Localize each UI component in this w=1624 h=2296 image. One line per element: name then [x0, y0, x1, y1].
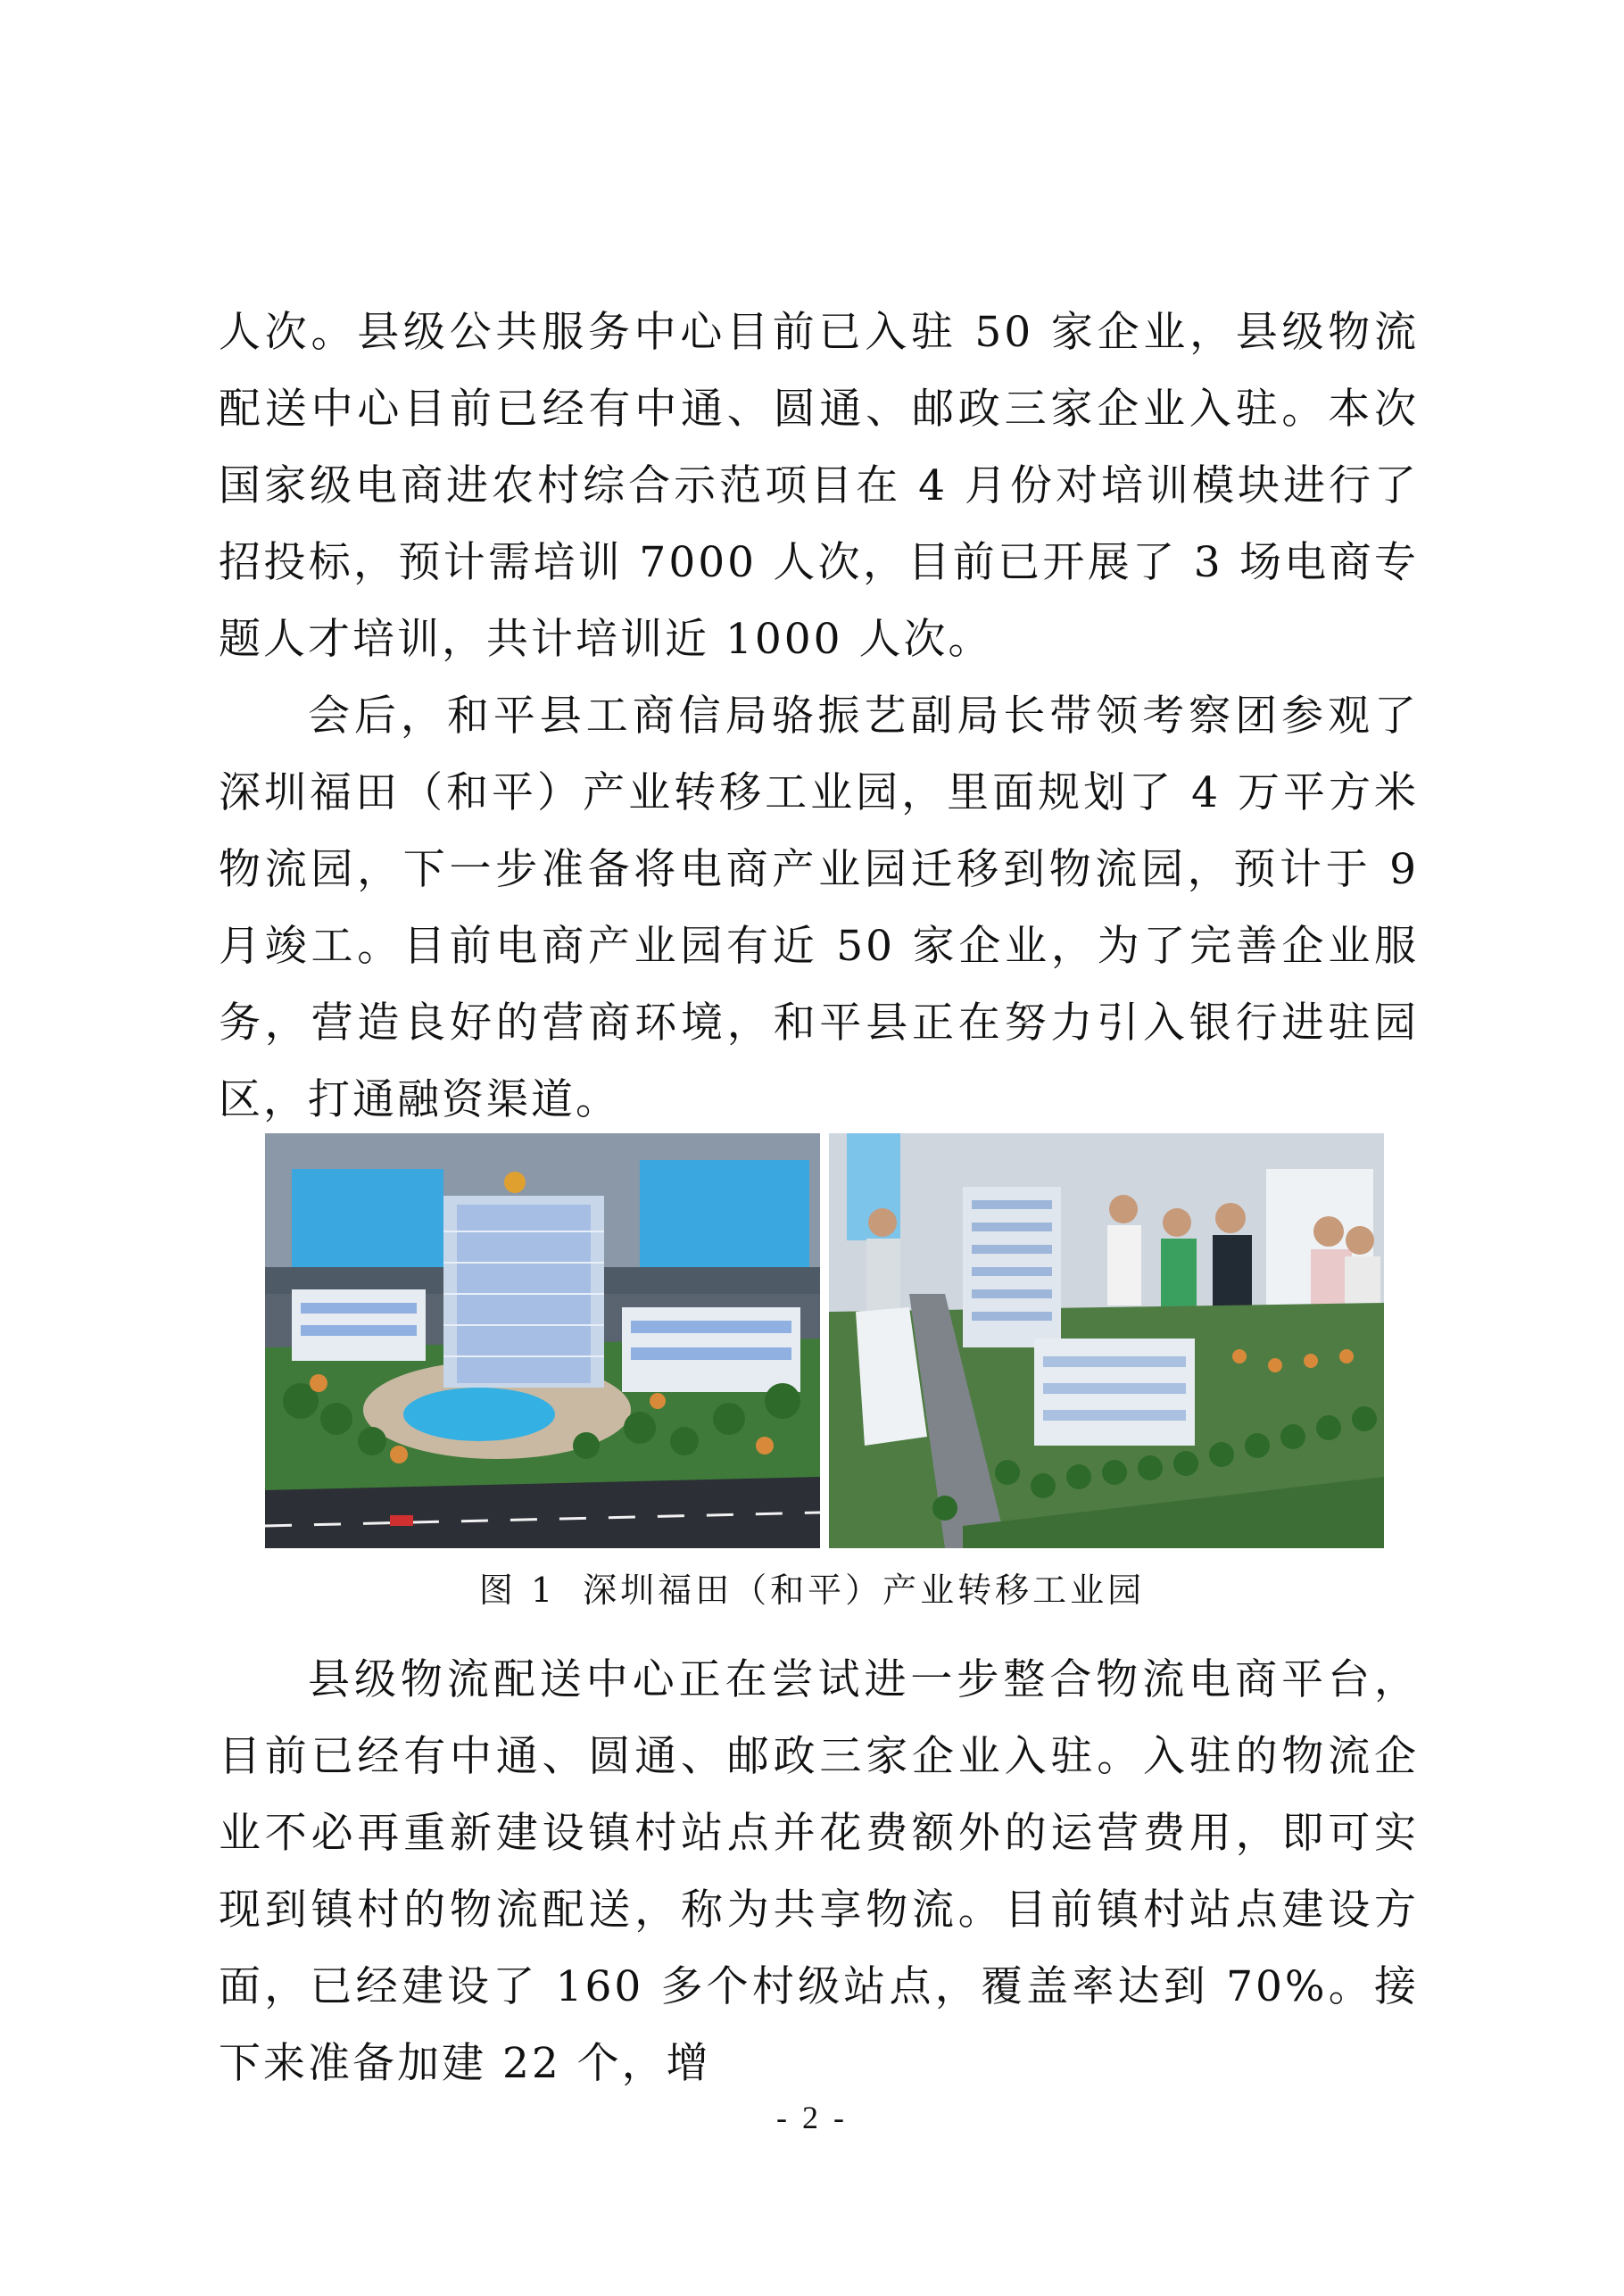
page-number: - 2 -: [776, 2100, 848, 2135]
paragraph-logistics: 县级物流配送中心正在尝试进一步整合物流电商平台，目前已经有中通、圆通、邮政三家企业入驻。入驻的物流企业不必再重新建设镇村站点并花费额外的运营费用，即可实现到镇村的物流配送，称为共享物流。目前镇村站点建设方面，已经建设了 160 多个村级站点，覆盖率达到 70%。接下来准备加建 22 个，增: [219, 1655, 1419, 2088]
photo-park-model-visitors: [829, 1133, 1384, 1548]
figure-number: 图 1: [478, 1571, 557, 1610]
figure-caption: [0, 1568, 1624, 1612]
paragraph-after-meeting: 会后，和平县工商信局骆振艺副局长带领考察团参观了深圳福田（和平）产业转移工业园，里面规划了 4 万平方米物流园，下一步准备将电商产业园迁移到物流园，预计于 9 月竣工。目前电商产业园有近 50 家企业，为了完善企业服务，营造良好的营商环境，和平县正在努力引入银行进驻园区，打通融资渠道。: [219, 692, 1419, 1124]
paragraph-continuation: 人次。县级公共服务中心目前已入驻 50 家企业，县级物流配送中心目前已经有中通、圆通、邮政三家企业入驻。本次国家级电商进农村综合示范项目在 4 月份对培训模块进行了招投标，预计需培训 7000 人次，目前已开展了 3 场电商专题人才培训，共计培训近 1000 人次。: [219, 308, 1419, 664]
figure-caption-text: 深圳福田（和平）产业转移工业园: [583, 1571, 1146, 1610]
photo-park-model-front: [265, 1133, 820, 1548]
